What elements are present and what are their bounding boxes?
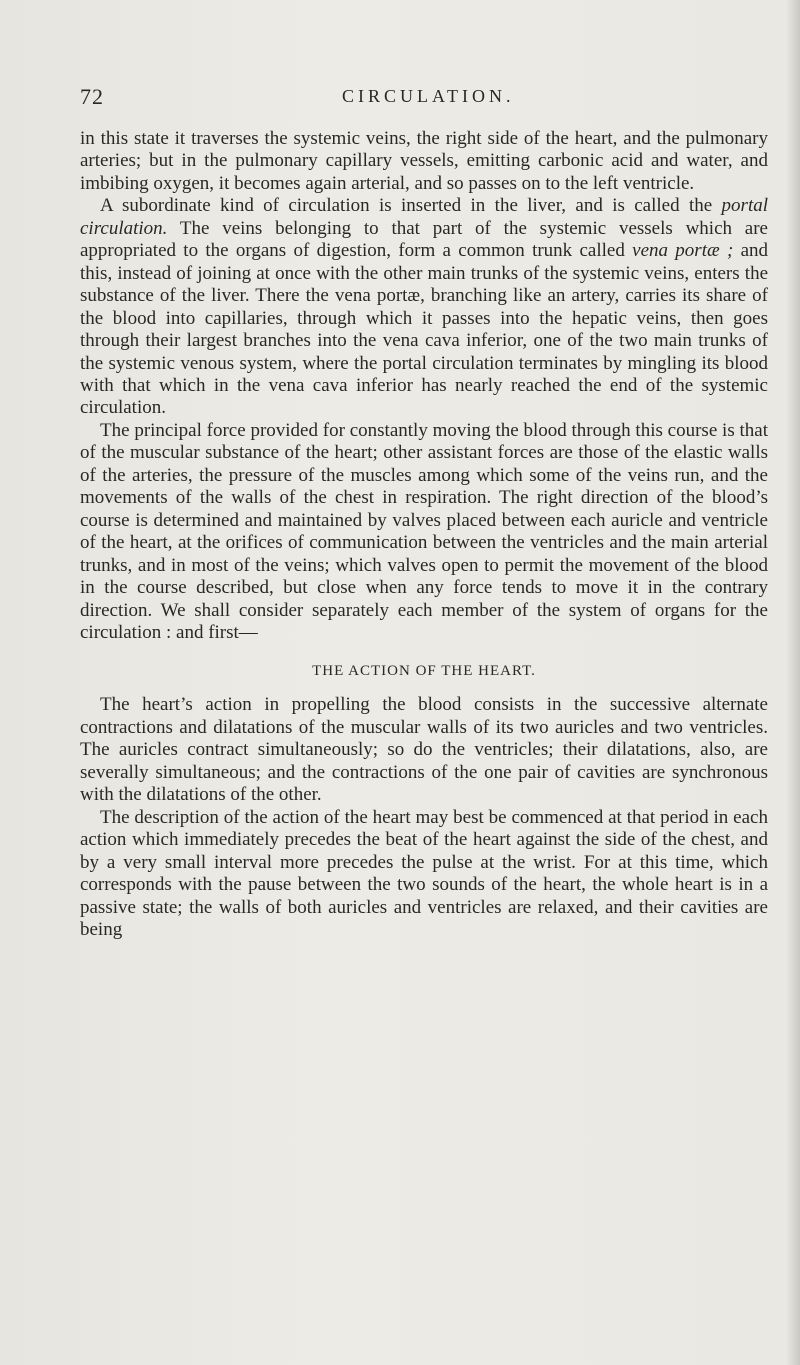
text-run: The principal force provided for constantly moving the blood through this course is that of the muscular substance of the heart; other assistant forces are those of the elastic walls of the arteries, the pressure of the muscles among which some of the veins run, and the movements of the walls of the chest in respiration. The right direction of the blood’s course is determined and maintained by valves placed between each auricle and ventricle of the heart, at the orifices of communication between the ventricles and the main arterial trunks, and in most of the veins; which valves open to permit the movement of the blood in the course described, but close when any force tends to move it in the contrary direction. We shall consider separately each member of the system of organs for the circulation : and first— <box>80 419 768 643</box>
italic-term: vena portæ ; <box>632 240 734 262</box>
text-run: The veins belonging to that part of the systemic vessels which are appropriated to the organs of digestion, form a common trunk called <box>80 217 768 262</box>
text-run: A subordinate kind of circulation is inserted in the liver, and is called the <box>100 195 722 217</box>
section-heading: THE ACTION OF THE HEART. <box>312 663 536 680</box>
italic-term: portal circulation. <box>80 195 768 239</box>
text-run: and this, instead of joining at once with the other main trunks of the systemic veins, enters the substance of the liver. There the vena portæ, branching like an artery, carries its share of the blood into capillaries, through which it passes into the hepatic veins, then goes through their largest branches into the vena cava inferior, one of the two main trunks of the systemic venous system, where the portal circulation terminates by mingling its blood with that which in the vena cava inferior has nearly reached the end of the systemic circulation. <box>80 240 769 419</box>
paragraph <box>80 694 768 806</box>
page-number: 72 <box>80 84 104 109</box>
text-run: in this state it traverses the systemic veins, the right side of the heart, and the pulmonary arteries; but in the pulmonary capillary vessels, emitting carbonic acid and water, and imbibing oxygen, it becomes again arterial, and so passes on to the left ventricle. <box>80 128 768 194</box>
text-run: The heart’s action in propelling the blood consists in the successive alternate contractions and dilatations of the muscular walls of its two auricles and two ventricles. The auricles contract simultaneously; so do the ventricles; their dilatations, also, are severally simultaneous; and the contractions of the one pair of cavities are synchronous with the dilatations of the other. <box>80 694 768 806</box>
paragraph <box>80 420 768 645</box>
page-header <box>80 84 770 114</box>
paragraph <box>80 195 768 420</box>
page-body <box>80 128 768 941</box>
paragraph <box>80 807 768 942</box>
paragraph <box>80 128 768 195</box>
running-head: CIRCULATION. <box>342 86 515 106</box>
text-run: The description of the action of the heart may best be commenced at that period in each action which immediately precedes the beat of the heart against the side of the chest, and by a very small interval more precedes the pulse at the wrist. For at this time, which corresponds with the pause between the two sounds of the heart, the whole heart is in a passive state; the walls of both auricles and ventricles are relaxed, and their cavities are being <box>80 806 768 940</box>
page-edge-shadow <box>786 0 800 1365</box>
